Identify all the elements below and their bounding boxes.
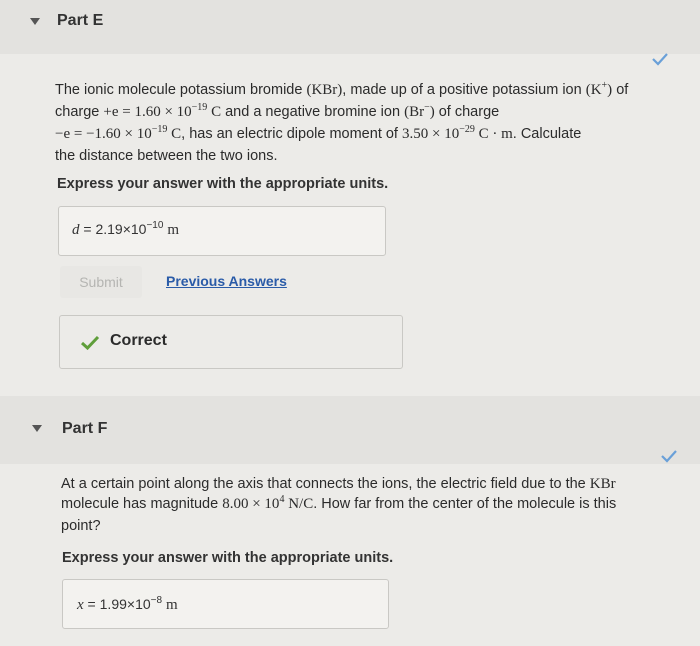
collapse-arrow-icon[interactable] [32,425,42,432]
part-f-complete-check-icon [660,449,678,463]
answer-value: $d = 2.19\times 10^{-10}$ m [72,220,179,238]
answer-value: $x = 1.99\times 10^{-8}$ m [77,595,178,613]
part-e-complete-check-icon [651,52,669,66]
part-e-answer-field[interactable] [58,206,386,256]
part-e-title: Part E [57,12,104,29]
part-f-instruction: Express your answer with the appropriate units. [62,550,394,566]
part-e-header[interactable] [0,0,700,54]
part-f-title: Part F [62,420,108,437]
collapse-arrow-icon[interactable] [30,18,40,25]
correct-check-icon [80,335,100,350]
part-e-instruction: Express your answer with the appropriate units. [57,176,389,192]
part-f-answer-field[interactable] [62,579,389,629]
part-f-question: At a certain point along the axis that connects the ions, the electric field due to the KBr molecule has magnitude $8.00 \times 10^4$ N/C. How far from the center of the molecule is this point? [61,476,617,534]
part-e-question: The ionic molecule potassium bromide (KBr), made up of a positive potassium ion (K+) of charge $+e = 1.60 \times 10^{-19}$ C and a negative bromine ion (Br−) of charge $-e = -1.60 \times 10^{-19}$ C, has an electric dipole moment of $3.50 \times 10^{-29}$ C · m. Calculate the distance between the two ions. [55,80,629,164]
correct-feedback [59,315,403,369]
submit-button[interactable]: Submit [60,266,142,298]
previous-answers-link[interactable]: Previous Answers [166,273,287,289]
correct-label: Correct [110,332,167,349]
